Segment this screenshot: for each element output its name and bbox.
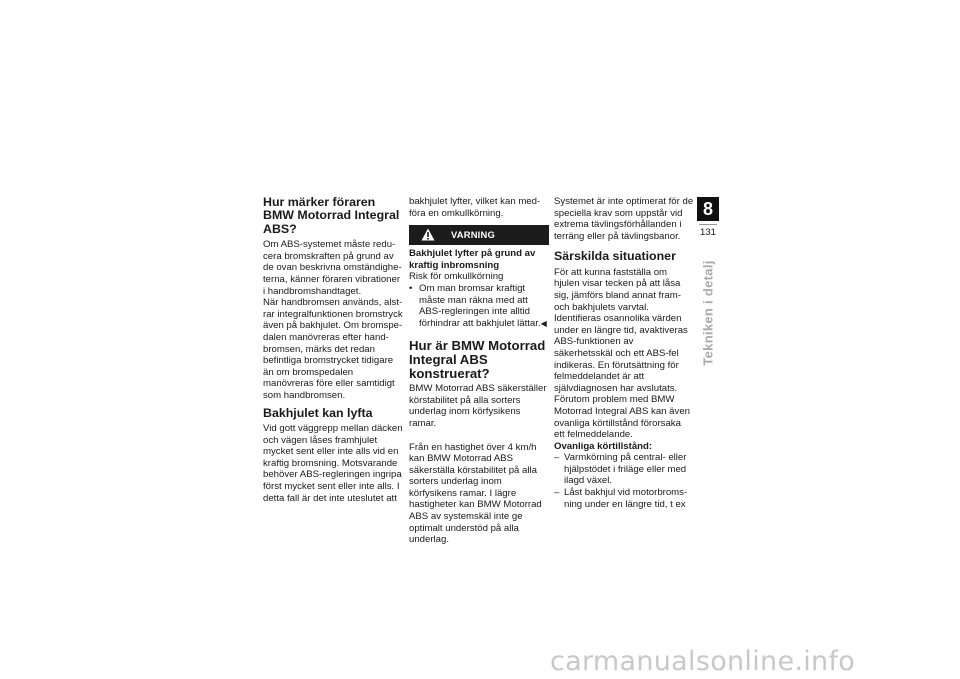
- list-item: [554, 452, 694, 487]
- watermark: carmanualsonline.info: [550, 646, 856, 677]
- dash-mark: –: [554, 487, 560, 499]
- warning-bullet: [409, 283, 549, 329]
- dash-mark: –: [554, 452, 560, 464]
- section-heading: Hur är BMW Motorrad Integral ABS konstruerat?: [409, 338, 546, 381]
- section-heading: Bakhjulet kan lyfta: [263, 405, 373, 420]
- paragraph: Förutom problem med BMW Motorrad Integral ABS kan även ovanliga körtillstånd förorsaka ett felmeddelande.: [554, 394, 690, 441]
- paragraph: För att kunna fastställa om hjulen visar tecken på att låsa sig, jämförs bland annat fram- och bakhjulets varvtal. Identifieras osannolika värden under en längre tid, avaktiveras ABS-funktionen av säkerhetsskäl och ett ABS-fel indikeras. En förutsättning för felmeddelandet är att självdiagnosen har avslutats.: [554, 266, 688, 394]
- warning-triangle-icon: [421, 228, 435, 245]
- warning-label: VARNING: [451, 229, 495, 241]
- list-item-text: Låst bakhjul vid motorbromsning under en längre tid, t ex: [564, 487, 688, 510]
- warning-banner: [409, 225, 549, 245]
- end-marker-icon: ◀: [540, 318, 547, 328]
- chapter-number-badge: 8: [697, 197, 719, 221]
- paragraph: BMW Motorrad ABS säkerställer körstabilitet på alla sorters underlag inom körfysikens ramar.: [409, 383, 547, 429]
- bullet-mark: •: [409, 282, 413, 294]
- divider: [699, 224, 717, 225]
- section-heading: Hur märker föraren BMW Motorrad Integral ABS?: [263, 195, 400, 236]
- list-item: [554, 487, 694, 510]
- section-heading: Särskilda situationer: [554, 249, 676, 264]
- warning-title: Bakhjulet lyfter på grund av kraftig inbromsning: [409, 248, 536, 271]
- paragraph: bakhjulet lyfter, vilket kan medföra en omkullkörning.: [409, 196, 541, 219]
- paragraph: Vid gott väggrepp mellan däcken och vägen låses framhjulet mycket sent eller inte alls vid en kraftig bromsning. Motsvarande behöver ABS-regleringen ingripa först mycket sent eller inte alls. I detta fall är det inte uteslutet att: [263, 422, 403, 504]
- column-1: [263, 196, 403, 504]
- paragraph: Om ABS-systemet måste reducera bromskraften på grund av de ovan beskrivna omständigheterna, känner föraren vibrationer i handbromshandtaget.: [263, 239, 402, 297]
- list-item-text: Varmkörning på central- eller hjälpstödet i friläge eller med ilagd växel.: [564, 452, 687, 487]
- paragraph: Systemet är inte optimerat för de speciella krav som uppstår vid extrema tävlingsförhållanden i terräng eller på tävlingsbanor.: [554, 196, 694, 242]
- bullet-text: Om man bromsar kraftigt måste man räkna med att ABS-regleringen inte alltid förhindrar att bakhjulet lättar.: [419, 282, 541, 329]
- warning-risk: Risk för omkullkörning: [409, 271, 504, 283]
- column-3: [554, 196, 694, 510]
- column-2: [409, 196, 549, 546]
- section-side-title: Tekniken i detalj: [700, 260, 716, 366]
- paragraph: När handbromsen används, alstrar integralfunktionen bromstryck även på bakhjulet. Om bromspedalen manövreras efter handbromsen, märks det redan befintliga bromstrycket tidigare än om bromspedalen manövreras före eller samtidigt som handbromsen.: [263, 297, 403, 401]
- paragraph: Från en hastighet över 4 km/h kan BMW Motorrad ABS säkerställa körstabilitet på alla sorters underlag inom körfysikens ramar. I lägre hastigheter kan BMW Motorrad ABS av systemskäl inte ge optimalt understöd på alla underlag.: [409, 441, 542, 546]
- subheading: Ovanliga körtillstånd:: [554, 440, 653, 452]
- page-number: 131: [699, 227, 716, 238]
